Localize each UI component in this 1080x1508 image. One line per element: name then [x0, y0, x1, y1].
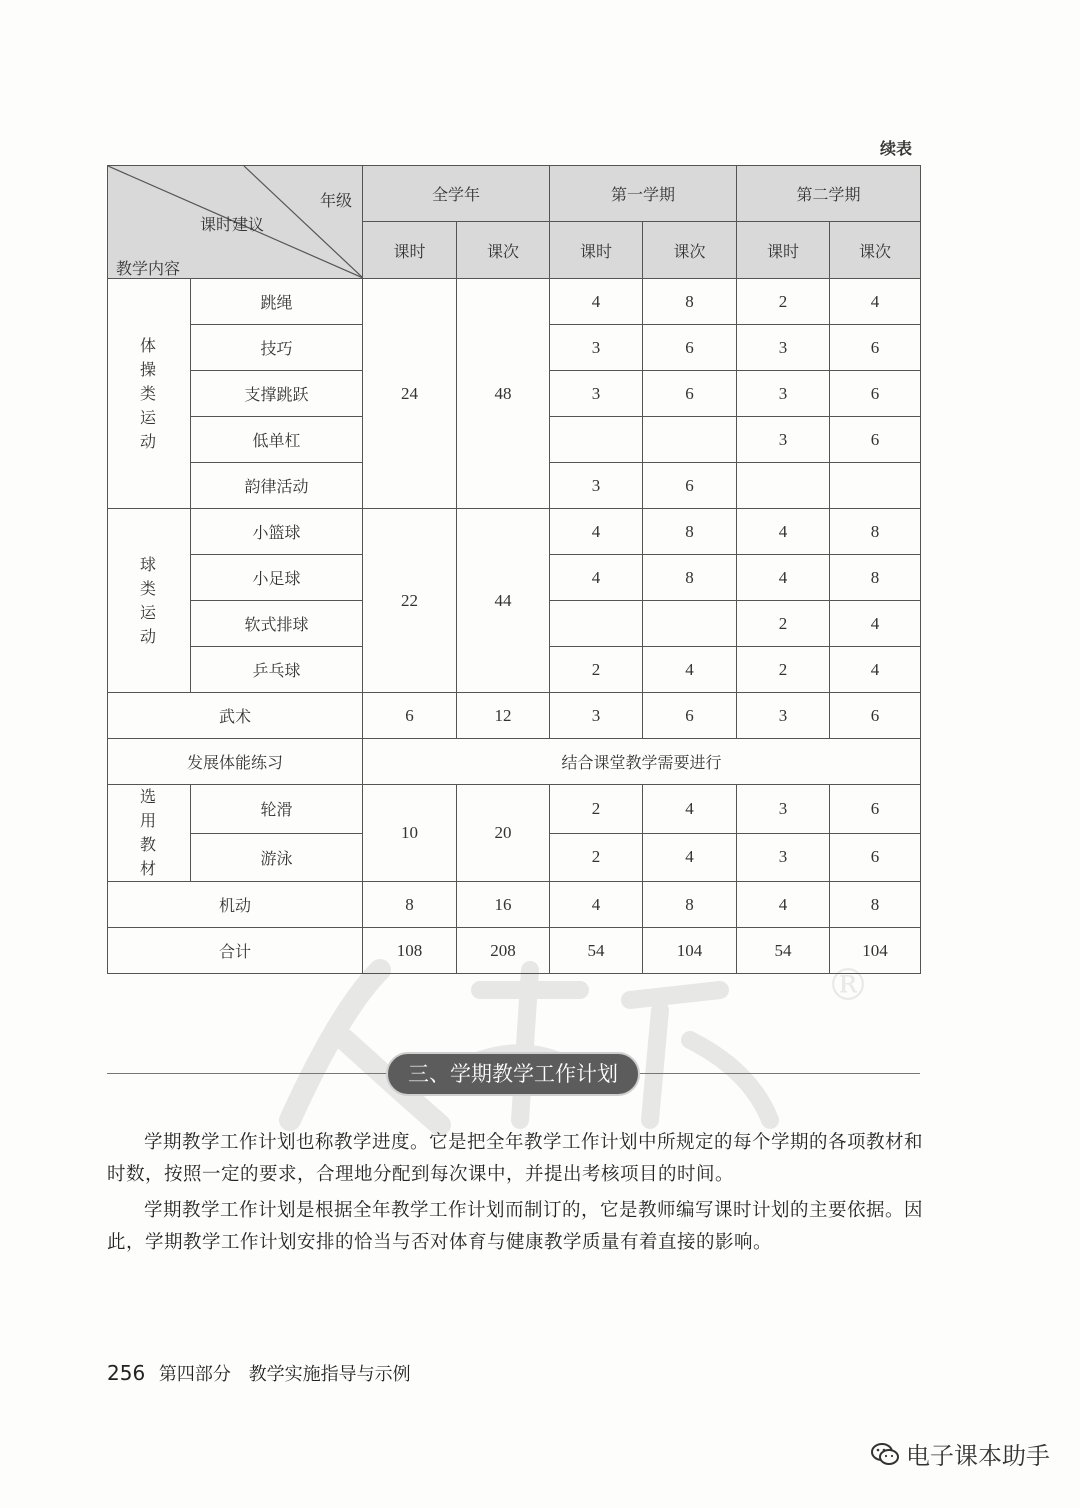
group-label-optional: 选用教材 — [108, 785, 191, 882]
term1-sessions: 6 — [643, 693, 737, 739]
table-row — [108, 509, 921, 555]
term2-hours: 4 — [737, 555, 830, 601]
term2-hours: 3 — [737, 693, 830, 739]
item-name: 技巧 — [191, 325, 363, 371]
publisher-watermark — [250, 950, 890, 1150]
term2-sessions: 8 — [830, 882, 921, 928]
term1-hours: 4 — [550, 509, 643, 555]
term2-sessions: 6 — [830, 371, 921, 417]
table-row — [108, 785, 921, 834]
header-full-year: 全学年 — [363, 166, 550, 222]
header-sessions: 课次 — [643, 222, 737, 279]
item-name: 合计 — [108, 928, 363, 974]
term1-hours: 3 — [550, 371, 643, 417]
fitness-note: 结合课堂教学需要进行 — [363, 739, 921, 785]
item-name: 发展体能练习 — [108, 739, 363, 785]
term1-sessions: 8 — [643, 279, 737, 325]
full-year-sessions: 12 — [457, 693, 550, 739]
brand-signature — [870, 1436, 1050, 1471]
term2-sessions: 6 — [830, 833, 921, 882]
group-label-ball: 球类运动 — [108, 509, 191, 693]
term2-hours: 3 — [737, 417, 830, 463]
full-year-hours: 8 — [363, 882, 457, 928]
corner-suggestion: 课时建议 — [200, 215, 265, 234]
footer-part: 第四部分 — [158, 1364, 231, 1385]
term2-sessions: 104 — [830, 928, 921, 974]
term2-sessions: 6 — [830, 693, 921, 739]
full-year-hours: 24 — [363, 279, 457, 509]
full-year-sessions: 48 — [457, 279, 550, 509]
term1-hours: 4 — [550, 882, 643, 928]
full-year-sessions: 20 — [457, 785, 550, 882]
term1-sessions — [643, 601, 737, 647]
continued-label: 续表 — [880, 139, 913, 158]
item-name: 韵律活动 — [191, 463, 363, 509]
term1-hours: 4 — [550, 555, 643, 601]
item-name: 软式排球 — [191, 601, 363, 647]
term1-sessions: 8 — [643, 509, 737, 555]
item-name: 低单杠 — [191, 417, 363, 463]
header-hours: 课时 — [737, 222, 830, 279]
header-term2: 第二学期 — [737, 166, 921, 222]
full-year-hours: 108 — [363, 928, 457, 974]
term2-hours: 54 — [737, 928, 830, 974]
term2-sessions: 8 — [830, 509, 921, 555]
page-footer — [107, 1360, 411, 1386]
section-title: 三、学期教学工作计划 — [386, 1052, 640, 1096]
header-sessions: 课次 — [457, 222, 550, 279]
full-year-sessions: 44 — [457, 509, 550, 693]
term2-hours: 4 — [737, 882, 830, 928]
item-name: 游泳 — [191, 833, 363, 882]
registered-mark-icon: ® — [826, 960, 870, 1011]
term1-hours: 3 — [550, 463, 643, 509]
table-row — [108, 739, 921, 785]
full-year-hours: 10 — [363, 785, 457, 882]
term1-hours: 2 — [550, 647, 643, 693]
item-name: 小足球 — [191, 555, 363, 601]
table-row — [108, 882, 921, 928]
corner-grade: 年级 — [320, 191, 353, 210]
term1-sessions: 104 — [643, 928, 737, 974]
item-name: 小篮球 — [191, 509, 363, 555]
term1-sessions: 6 — [643, 463, 737, 509]
term2-hours: 3 — [737, 833, 830, 882]
term2-sessions: 6 — [830, 785, 921, 834]
table-row — [108, 279, 921, 325]
term2-sessions: 6 — [830, 325, 921, 371]
corner-content: 教学内容 — [116, 259, 181, 278]
term2-hours: 2 — [737, 279, 830, 325]
term1-sessions: 6 — [643, 325, 737, 371]
term2-hours: 2 — [737, 647, 830, 693]
term2-hours: 2 — [737, 601, 830, 647]
term2-hours: 3 — [737, 785, 830, 834]
term1-hours — [550, 601, 643, 647]
term2-hours: 3 — [737, 325, 830, 371]
term1-sessions: 6 — [643, 371, 737, 417]
watermark-brush-icon — [250, 950, 810, 1140]
full-year-sessions: 16 — [457, 882, 550, 928]
corner-header-cell — [108, 166, 363, 279]
item-name: 轮滑 — [191, 785, 363, 834]
item-name: 跳绳 — [191, 279, 363, 325]
full-year-hours: 6 — [363, 693, 457, 739]
group-label-gymnastics: 体操类运动 — [108, 279, 191, 509]
term2-hours: 4 — [737, 509, 830, 555]
term2-sessions: 6 — [830, 417, 921, 463]
term1-sessions: 8 — [643, 555, 737, 601]
footer-title: 教学实施指导与示例 — [248, 1364, 411, 1385]
header-sessions: 课次 — [830, 222, 921, 279]
item-name: 支撑跳跃 — [191, 371, 363, 417]
item-name: 武术 — [108, 693, 363, 739]
term1-sessions — [643, 417, 737, 463]
term1-sessions: 8 — [643, 882, 737, 928]
term1-sessions: 4 — [643, 647, 737, 693]
term1-hours: 3 — [550, 693, 643, 739]
wechat-icon — [870, 1441, 900, 1467]
item-name: 机动 — [108, 882, 363, 928]
brand-name: 电子课本助手 — [906, 1442, 1050, 1470]
header-term1: 第一学期 — [550, 166, 737, 222]
body-paragraph: 学期教学工作计划也称教学进度。它是把全年教学工作计划中所规定的每个学期的各项教材和时数，按照一定的要求，合理地分配到每次课中，并提出考核项目的时间。 — [107, 1132, 924, 1185]
body-paragraph: 学期教学工作计划是根据全年教学工作计划而制订的，它是教师编写课时计划的主要依据。因此，学期教学工作计划安排的恰当与否对体育与健康教学质量有着直接的影响。 — [107, 1200, 924, 1253]
page-number: 256 — [107, 1361, 146, 1385]
table-row — [108, 693, 921, 739]
teaching-plan-table — [107, 165, 921, 974]
term1-sessions: 4 — [643, 833, 737, 882]
term1-hours: 4 — [550, 279, 643, 325]
term1-hours: 2 — [550, 785, 643, 834]
item-name: 乒乓球 — [191, 647, 363, 693]
header-hours: 课时 — [550, 222, 643, 279]
term2-hours: 3 — [737, 371, 830, 417]
term2-sessions — [830, 463, 921, 509]
term1-sessions: 4 — [643, 785, 737, 834]
term2-sessions: 4 — [830, 279, 921, 325]
term2-sessions: 4 — [830, 601, 921, 647]
term1-hours — [550, 417, 643, 463]
term2-sessions: 4 — [830, 647, 921, 693]
full-year-hours: 22 — [363, 509, 457, 693]
term2-hours — [737, 463, 830, 509]
term1-hours: 3 — [550, 325, 643, 371]
term1-hours: 54 — [550, 928, 643, 974]
full-year-sessions: 208 — [457, 928, 550, 974]
term2-sessions: 8 — [830, 555, 921, 601]
header-hours: 课时 — [363, 222, 457, 279]
term1-hours: 2 — [550, 833, 643, 882]
